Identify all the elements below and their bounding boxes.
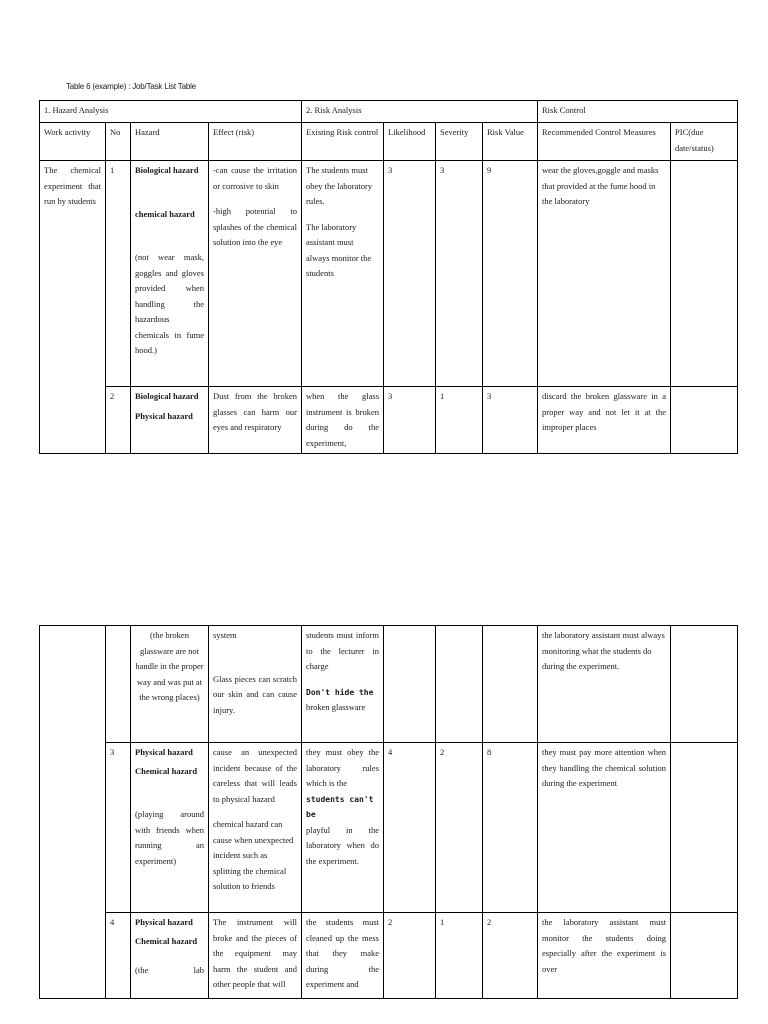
severity-value <box>436 626 483 743</box>
header-effect: Effect (risk) <box>209 123 302 161</box>
effect-cell: Dust from the broken glasses can harm our eyes and respiratory <box>209 387 302 454</box>
hazard-note: (not wear mask, goggles and gloves provided when handling the hazardous chemicals in fume hood.) <box>135 252 204 355</box>
hazard-label: Biological hazard <box>135 165 199 175</box>
existing-control-cell: when the glass instrument is broken during do the experiment, <box>302 387 384 454</box>
row-number: 3 <box>106 743 131 913</box>
recommended-cell: wear the gloves,goggle and masks that provided at the fume hood in the laboratory <box>538 161 671 387</box>
likelihood-value: 3 <box>384 161 436 387</box>
hazard-label: Physical hazard <box>135 410 193 421</box>
effect-text: -high potential to splashes of the chemical solution into the eye <box>213 206 298 247</box>
effect-text: chemical hazard can cause when unexpected incident such as splitting the chemical solution to friends <box>213 819 294 891</box>
existing-control-cell: the students must cleaned up the mess that they make during the experiment and <box>302 913 384 999</box>
hazard-label: Chemical hazard <box>135 765 198 776</box>
hazard-note: (the broken glassware are not handle in the proper way and was put at the wrong places) <box>135 630 204 702</box>
header-risk-value: Risk Value <box>483 123 538 161</box>
likelihood-value <box>384 626 436 743</box>
pic-cell <box>671 913 738 999</box>
pic-cell <box>671 387 738 454</box>
recommended-cell: the laboratory assistant must always monitoring what the students do during the experiment. <box>538 626 671 743</box>
table-row <box>40 743 738 913</box>
row-number <box>106 626 131 743</box>
effect-text: -can cause the irritation or corrosive to skin <box>213 165 298 191</box>
header-hazard: Hazard <box>131 123 209 161</box>
hazard-label: chemical hazard <box>135 208 195 219</box>
column-header-row <box>40 123 738 161</box>
header-likelihood: Likelihood <box>384 123 436 161</box>
header-pic: PIC(due date/status) <box>671 123 738 161</box>
work-activity-cell: The chemical experiment that run by students <box>40 161 106 454</box>
effect-text: Glass pieces can scratch our skin and can cause injury. <box>213 673 297 715</box>
table-row <box>40 626 738 743</box>
likelihood-value: 4 <box>384 743 436 913</box>
row-number: 4 <box>106 913 131 999</box>
risk-value: 8 <box>483 743 538 913</box>
hazard-label: Physical hazard <box>135 747 193 757</box>
header-existing-control: Existing Risk control <box>302 123 384 161</box>
recommended-cell: the laboratory assistant must monitor the students doing especially after the experiment is over <box>538 913 671 999</box>
handwritten-note: Don't hide the <box>306 687 374 697</box>
existing-control-cell <box>302 161 384 387</box>
hazard-note: (the lab <box>135 965 204 975</box>
likelihood-value: 2 <box>384 913 436 999</box>
effect-text: cause an unexpected incident because of the careless that will leads to physical hazard <box>213 747 297 804</box>
hazard-label: Biological hazard <box>135 391 199 401</box>
pic-cell <box>671 161 738 387</box>
likelihood-value: 3 <box>384 387 436 454</box>
pic-cell <box>671 743 738 913</box>
hazard-label: Physical hazard <box>135 917 193 927</box>
header-severity: Severity <box>436 123 483 161</box>
hazard-label: Chemical hazard <box>135 935 198 946</box>
section-header-row <box>40 101 738 123</box>
severity-value: 3 <box>436 161 483 387</box>
effect-cell <box>209 743 302 913</box>
header-recommended: Recommended Control Measures <box>538 123 671 161</box>
work-activity-cell <box>40 626 106 999</box>
hazard-cell <box>131 626 209 743</box>
control-text: playful in the laboratory when do the experiment. <box>306 824 379 866</box>
effect-cell <box>209 626 302 743</box>
row-number: 2 <box>106 387 131 454</box>
effect-text: system <box>213 630 237 640</box>
risk-value: 3 <box>483 387 538 454</box>
handwritten-note: students can't be <box>306 794 374 819</box>
section-risk-analysis: 2. Risk Analysis <box>302 101 538 123</box>
job-task-table-page-2 <box>39 625 738 999</box>
severity-value: 2 <box>436 743 483 913</box>
control-text: broken glassware <box>306 702 366 712</box>
severity-value: 1 <box>436 913 483 999</box>
existing-control-cell <box>302 626 384 743</box>
control-text: students must inform to the lecturer in charge <box>306 630 379 671</box>
control-text: they must obey the laboratory rules which is the <box>306 747 379 788</box>
row-number: 1 <box>106 161 131 387</box>
pic-cell <box>671 626 738 743</box>
severity-value: 1 <box>436 387 483 454</box>
control-text: The laboratory assistant must always monitor the students <box>306 221 372 278</box>
recommended-cell: they must pay more attention when they handling the chemical solution during the experiment <box>538 743 671 913</box>
risk-value: 9 <box>483 161 538 387</box>
header-no: No <box>106 123 131 161</box>
table-row <box>40 161 738 387</box>
hazard-cell <box>131 913 209 999</box>
section-risk-control: Risk Control <box>538 101 738 123</box>
effect-cell <box>209 161 302 387</box>
control-text: The students must obey the laboratory rules. <box>306 165 373 206</box>
risk-value: 2 <box>483 913 538 999</box>
existing-control-cell <box>302 743 384 913</box>
table-row <box>40 913 738 999</box>
recommended-cell: discard the broken glassware in a proper way and not let it at the improper places <box>538 387 671 454</box>
header-work-activity: Work activity <box>40 123 106 161</box>
job-task-table-page-1 <box>39 100 738 454</box>
hazard-cell <box>131 743 209 913</box>
risk-value <box>483 626 538 743</box>
table-caption: Table 6 (example) : Job/Task List Table <box>66 82 196 91</box>
hazard-cell <box>131 161 209 387</box>
hazard-cell <box>131 387 209 454</box>
section-hazard-analysis: 1. Hazard Analysis <box>40 101 302 123</box>
hazard-note: (playing around with friends when running an experiment) <box>135 809 204 866</box>
effect-cell: The instrument will broke and the pieces of the equipment may harm the student and other people that will <box>209 913 302 999</box>
table-row <box>40 387 738 454</box>
